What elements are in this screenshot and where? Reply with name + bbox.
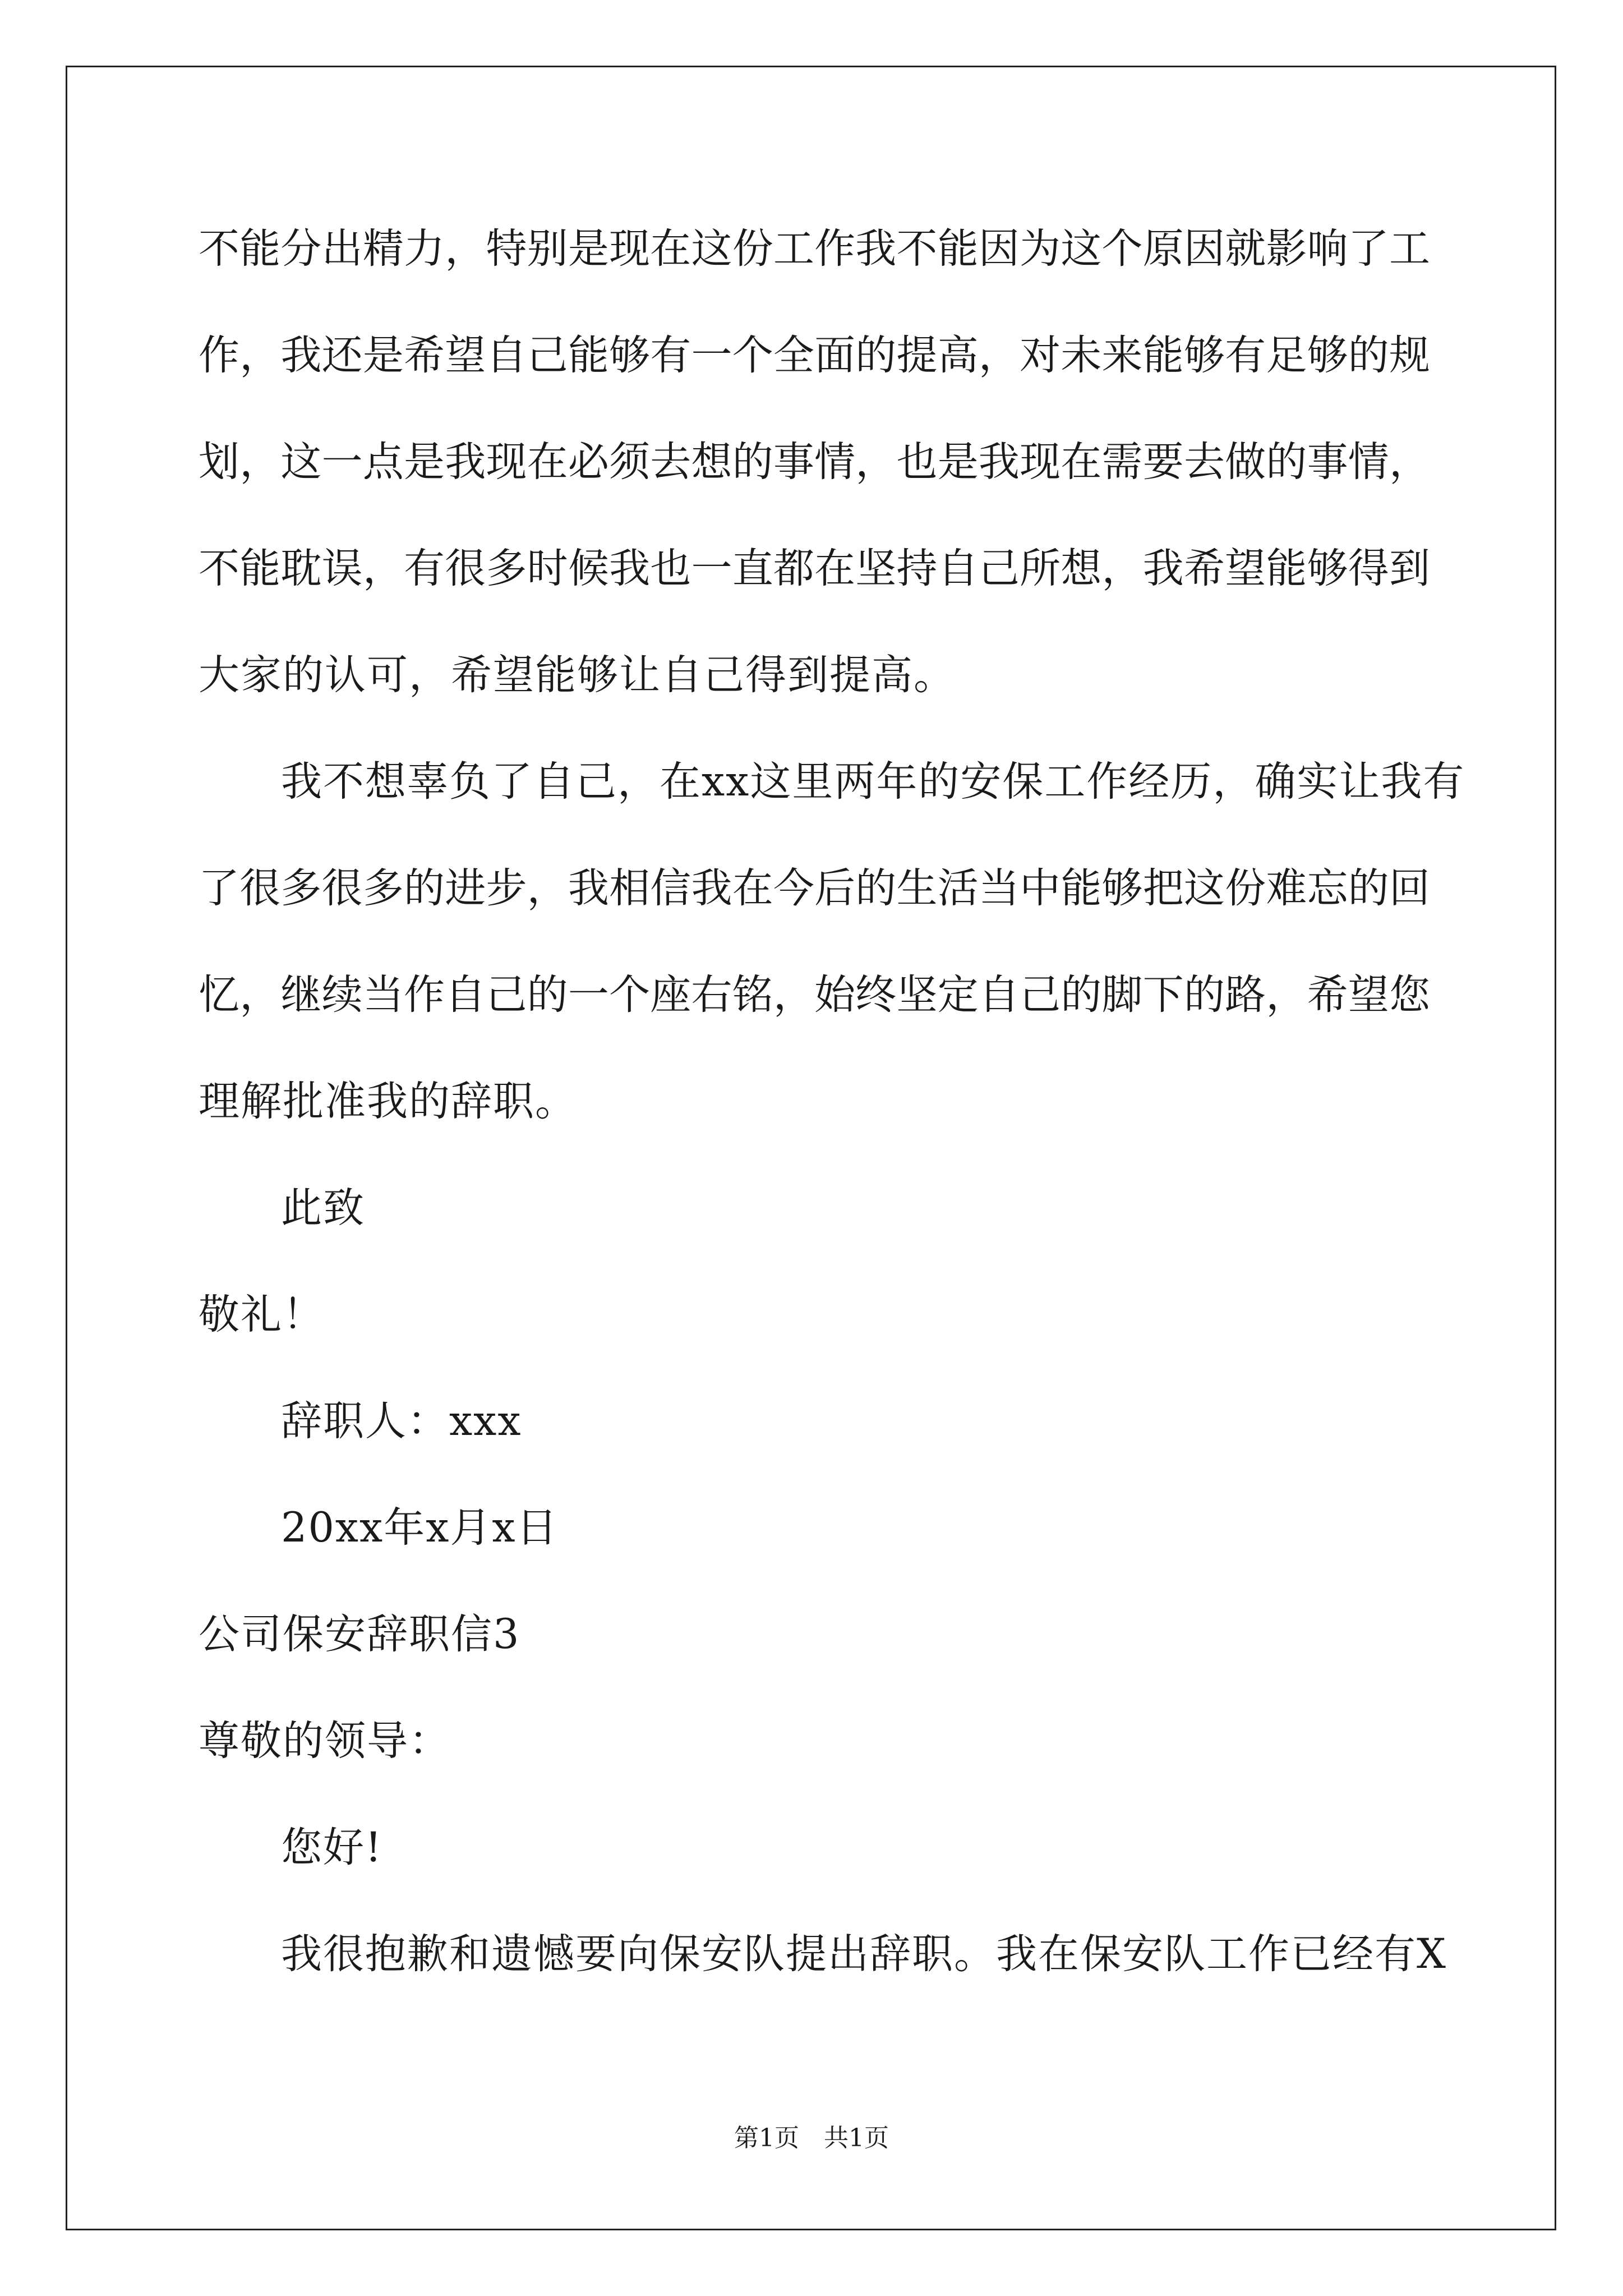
page-number-total: 共1页: [824, 2124, 889, 2152]
text-line: 了很多很多的进步，我相信我在今后的生活当中能够把这份难忘的回: [199, 864, 1430, 912]
text-line: 大家的认可，希望能够让自己得到提高。: [199, 651, 956, 699]
page-border: [66, 66, 1556, 2230]
text-line: 不能分出精力，特别是现在这份工作我不能因为这个原因就影响了工: [199, 225, 1430, 273]
page-number-current: 第1页: [734, 2124, 799, 2152]
text-line: 划，这一点是我现在必须去想的事情，也是我现在需要去做的事情，: [199, 438, 1430, 486]
text-line: 理解批准我的辞职。: [199, 1078, 577, 1125]
text-line: 我很抱歉和遗憾要向保安队提出辞职。我在保安队工作已经有X: [281, 1930, 1447, 1978]
signer-line: 辞职人：xxx: [281, 1397, 522, 1445]
greeting-hello: 您好!: [281, 1824, 383, 1871]
text-line: 我不想辜负了自己，在xx这里两年的安保工作经历，确实让我有: [281, 758, 1465, 806]
closing-regards: 敬礼！: [199, 1291, 325, 1338]
section-title: 公司保安辞职信3: [199, 1611, 520, 1658]
greeting: 尊敬的领导：: [199, 1717, 451, 1765]
closing-salutation: 此致: [281, 1184, 365, 1232]
text-line: 作，我还是希望自己能够有一个全面的提高，对未来能够有足够的规: [199, 332, 1430, 379]
text-line: 忆，继续当作自己的一个座右铭，始终坚定自己的脚下的路，希望您: [199, 971, 1430, 1019]
text-line: 不能耽误，有很多时候我也一直都在坚持自己所想，我希望能够得到: [199, 545, 1430, 592]
page-footer: [0, 2126, 1623, 2151]
date-line: 20xx年x月x日: [281, 1504, 559, 1552]
